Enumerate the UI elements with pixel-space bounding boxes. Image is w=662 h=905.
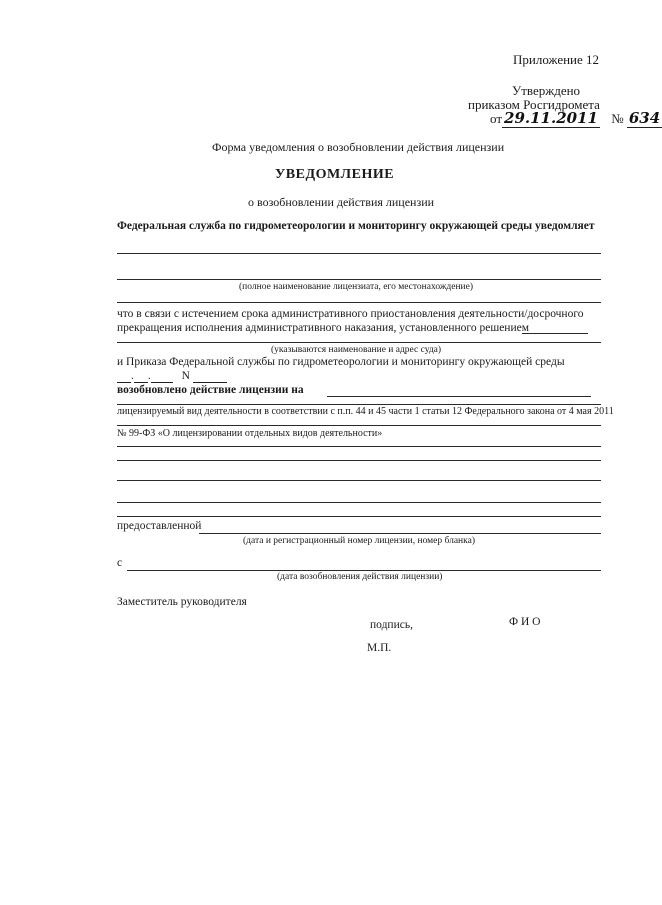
resumed-field — [327, 396, 591, 397]
licensee-line-3 — [117, 302, 601, 303]
licensee-line-2 — [117, 279, 601, 280]
signature-label: подпись, — [370, 619, 413, 631]
caption-license: (дата и регистрационный номер лицензии, номер бланка) — [243, 536, 475, 546]
order-text: и Приказа Федеральной службы по гидрометеорологии и мониторингу окружающей среды — [117, 356, 565, 368]
number-sign: № — [611, 111, 624, 126]
order-number-label: N — [181, 370, 190, 382]
fio-label: Ф И О — [509, 616, 541, 628]
caption-licensee: (полное наименование лицензиата, его местонахождение) — [239, 282, 474, 292]
blank-line-4 — [117, 502, 601, 503]
law-text: № 99-ФЗ «О лицензировании отдельных видов деятельности» — [117, 428, 383, 439]
approval-date-number — [490, 109, 662, 127]
activity-line-rule — [117, 404, 601, 405]
handwritten-date: 29.11.2011 — [504, 109, 598, 127]
approval-order: приказом Росгидромета — [468, 97, 600, 112]
stamp-label: М.П. — [367, 642, 392, 654]
provided-label: предоставленной — [117, 520, 202, 532]
court-decision-field — [522, 333, 588, 334]
resumed-label: возобновлено действие лицензии на — [117, 384, 304, 396]
form-title: Форма уведомления о возобновлении действия лицензии — [212, 140, 505, 154]
caption-court: (указываются наименование и адрес суда) — [271, 345, 442, 355]
blank-line-3 — [117, 480, 601, 481]
blank-line-2 — [117, 460, 601, 461]
document-subtitle: о возобновлении действия лицензии — [248, 195, 435, 209]
reason-text-1: что в связи с истечением срока административного приостановления деятельности/досрочного — [117, 308, 584, 320]
blank-line-5 — [117, 516, 601, 517]
activity-text: лицензируемый вид деятельности в соответствии с п.п. 44 и 45 части 1 статьи 12 Федерального закона от 4 мая 2011 — [117, 406, 614, 417]
appendix-number: Приложение 12 — [513, 52, 600, 67]
licensee-line-1 — [117, 253, 601, 254]
document-title: УВЕДОМЛЕНИЕ — [275, 167, 395, 182]
reason-text-2: прекращения исполнения административного наказания, установленного решением — [117, 322, 529, 334]
order-date-number: . . N — [117, 370, 227, 383]
activity-line-rule-2 — [117, 425, 601, 426]
deputy-title: Заместитель руководителя — [117, 596, 247, 608]
handwritten-number: 634 — [628, 109, 661, 127]
blank-line-1 — [117, 446, 601, 447]
approved-label: Утверждено — [512, 83, 581, 98]
court-line — [117, 342, 601, 343]
caption-resume-date: (дата возобновления действия лицензии) — [277, 572, 443, 582]
from-label: от — [490, 111, 503, 126]
provided-field — [199, 533, 601, 534]
resume-date-field — [127, 570, 601, 571]
from-label: с — [117, 557, 123, 569]
agency-line: Федеральная служба по гидрометеорологии и мониторингу окружающей среды уведомляет — [117, 220, 595, 232]
